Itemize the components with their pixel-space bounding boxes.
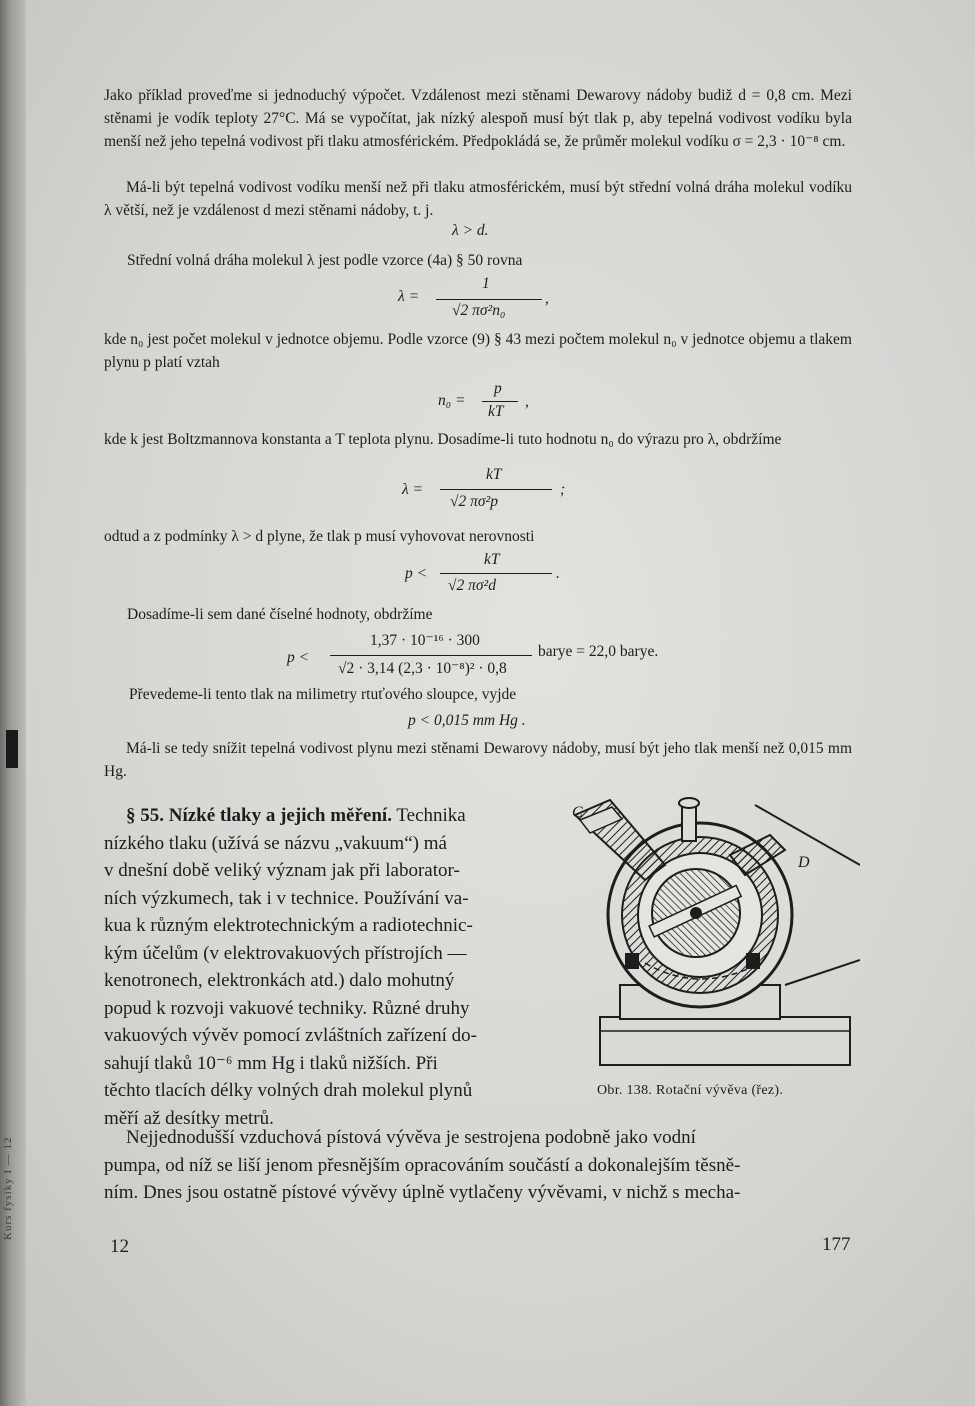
spine-text: Kurs fysiky I — 12 <box>2 1136 14 1240</box>
paragraph-2: Má-li být tepelná vodivost vodíku menší než při tlaku atmosférickém, musí být střední volná dráha molekul vodíku λ větší, než je vzdálenost d mezi stěnami nádoby, t. j. <box>104 179 852 219</box>
eq2-denominator: √2 πσ²n₀ <box>452 302 506 319</box>
section-text-line: ních výzkumech, tak i v technice. Používání va- <box>104 887 469 909</box>
equation-pressure-result: p < 0,015 mm Hg . <box>408 712 526 729</box>
eq5-lhs: p < <box>405 565 428 582</box>
section-line-1 <box>104 802 560 830</box>
section-text-line: v dnešní době veliký význam jak při laborator- <box>104 860 460 881</box>
eq3-fraction-bar <box>482 401 518 402</box>
rotary-pump-figure <box>570 785 860 1075</box>
eq3-lhs: n₀ = <box>438 392 466 409</box>
eq3-numerator: p <box>494 380 502 397</box>
paragraph-1: Jako příklad proveďme si jednoduchý výpočet. Vzdálenost mezi stěnami Dewarovy nádoby budiž d = 0,8 cm. Mezi stěnami je vodík teploty 27°C. Má se vypočítat, jak nízký alespoň musí být tlak p, aby tepelná vodivost vodíku byla menší než jeho tepelná vodivost při tlaku atmosférickém. Předpokládá se, že průměr molekul vodíku σ = 2,3 · 10⁻⁸ cm. <box>104 87 852 150</box>
eq3-tail: , <box>525 393 529 410</box>
eq3-denominator: kT <box>488 403 504 420</box>
eq4-lhs: λ = <box>402 481 424 498</box>
paragraph-5: kde k jest Boltzmannova konstanta a T teplota plynu. Dosadíme-li tuto hodnotu n₀ do výrazu pro λ, obdržíme <box>104 431 782 448</box>
eq2-lhs: λ = <box>398 288 420 305</box>
eq4-numerator: kT <box>486 466 502 483</box>
section-text-line: kenotronech, elektronkách atd.) dalo mohutný <box>104 970 455 991</box>
section-text-line: sahují tlaků 10⁻⁶ mm Hg i tlaků nižších. Při <box>104 1052 438 1074</box>
section-text-line: těchto tlacích délky volných drah molekul plynů <box>104 1080 473 1101</box>
final-line: Nejjednodušší vzduchová pístová vývěva je sestrojena podobně jako vodní <box>126 1127 696 1148</box>
eq6-lhs: p < <box>287 649 310 666</box>
paragraph-9: Má-li se tedy snížit tepelná vodivost plynu mezi stěnami Dewarovy nádoby, musí být jeho tlak menší než 0,015 mm Hg. <box>104 740 852 780</box>
line-mean-free-path: Střední volná dráha molekul λ jest podle vzorce (4a) § 50 rovna <box>127 252 523 269</box>
section-heading: § 55. Nízké tlaky a jejich měření. <box>126 805 392 826</box>
eq6-numerator: 1,37 · 10⁻¹⁶ · 300 <box>370 632 480 649</box>
eq5-tail: . <box>556 565 560 582</box>
line-inequality-intro: odtud a z podmínky λ > d plyne, že tlak p musí vyhovovat nerovnosti <box>104 528 535 545</box>
final-line: pumpa, od níž se liší jenom přesnějším opracováním součástí a dokonalejším těsně- <box>104 1154 741 1176</box>
eq5-numerator: kT <box>484 551 500 568</box>
final-paragraph <box>104 1124 856 1207</box>
eq6-tail: barye = 22,0 barye. <box>538 643 659 660</box>
eq5-denominator: √2 πσ²d <box>448 577 496 594</box>
section-text-line: popud k rozvoji vakuové techniky. Různé druhy <box>104 997 470 1019</box>
spine-mark <box>6 730 18 768</box>
eq6-denominator: √2 · 3,14 (2,3 · 10⁻⁸)² · 0,8 <box>338 660 507 677</box>
paragraph-4: kde n₀ jest počet molekul v jednotce objemu. Podle vzorce (9) § 43 mezi počtem molekul n₀ v jednotce objemu a tlakem plynu p platí vztah <box>104 331 852 371</box>
section-55-column <box>104 802 560 1132</box>
eq5-fraction-bar <box>440 573 552 574</box>
page-number: 177 <box>822 1234 851 1255</box>
figure-caption: Obr. 138. Rotační vývěva (řez). <box>597 1083 784 1098</box>
section-text-line: Technika <box>396 805 466 826</box>
figure-label-c: C <box>572 804 583 821</box>
figure-label-d: D <box>798 854 810 871</box>
section-text-line: kým účelům (v elektrovakuových přístrojích — <box>104 942 467 964</box>
eq2-fraction-bar <box>436 299 542 300</box>
equation-lambda-gt-d: λ > d. <box>452 222 489 239</box>
section-text-line: kua k různým elektrotechnickým a radiotechnic- <box>104 915 473 936</box>
rotary-pump-drawing <box>570 785 860 1075</box>
line-convert-mmhg: Převedeme-li tento tlak na milimetry rtuťového sloupce, vyjde <box>129 686 517 703</box>
footer-signature: 12 <box>110 1236 129 1257</box>
eq4-fraction-bar <box>440 489 552 490</box>
book-spine <box>0 0 26 1406</box>
eq6-fraction-bar <box>330 655 532 656</box>
line-substitute-values: Dosadíme-li sem dané číselné hodnoty, obdržíme <box>127 606 433 623</box>
section-text-line: vakuových vývěv pomocí zvláštních zařízení do- <box>104 1025 478 1046</box>
eq4-denominator: √2 πσ²p <box>450 493 498 510</box>
section-text-line: nízkého tlaku (užívá se názvu „vakuum“) má <box>104 832 447 854</box>
section-text-line: měří až desítky metrů. <box>104 1107 274 1129</box>
eq4-tail: ; <box>560 481 566 498</box>
eq2-tail: , <box>545 290 549 307</box>
final-line: ním. Dnes jsou ostatně pístové vývěvy úplně vytlačeny vývěvami, v nichž s mecha- <box>104 1182 741 1203</box>
eq2-numerator: 1 <box>482 275 490 292</box>
